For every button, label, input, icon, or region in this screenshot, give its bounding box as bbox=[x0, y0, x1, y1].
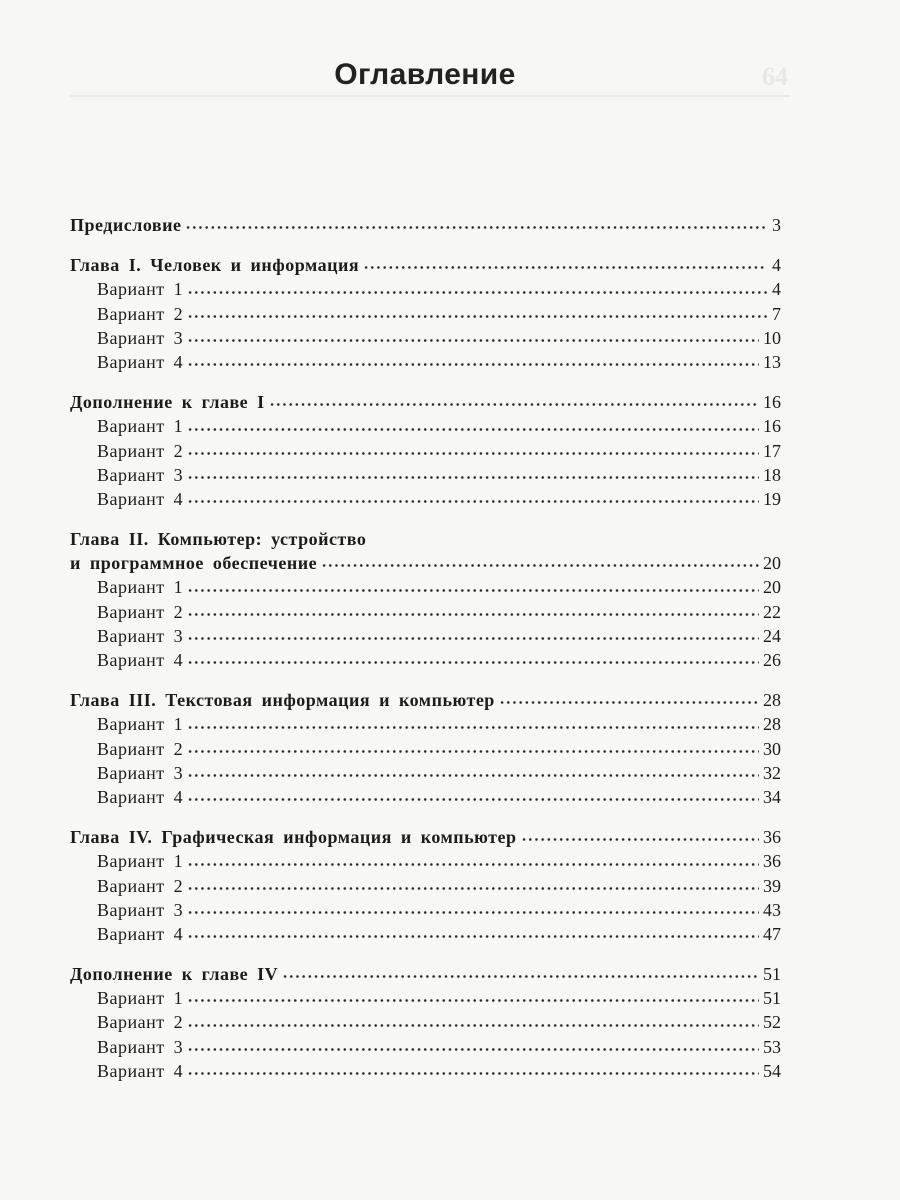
dot-leader bbox=[187, 997, 759, 1004]
toc-entry-variant[interactable] bbox=[70, 849, 781, 873]
toc-entry-variant[interactable] bbox=[70, 1059, 781, 1083]
toc-page-number: 36 bbox=[763, 827, 781, 848]
dot-leader bbox=[187, 772, 759, 779]
toc-entry-title: Дополнение к главе I bbox=[70, 392, 265, 413]
toc-entry-title: Глава II. Компьютер: устройство bbox=[70, 529, 367, 550]
toc-page-number: 34 bbox=[763, 786, 781, 807]
toc-page-number: 22 bbox=[763, 601, 781, 622]
toc-page-number: 51 bbox=[763, 988, 781, 1009]
dot-leader bbox=[521, 836, 760, 843]
dot-leader bbox=[363, 264, 767, 271]
toc-entry-title: Вариант 3 bbox=[97, 625, 184, 646]
toc-page-number: 16 bbox=[763, 392, 781, 413]
dot-leader bbox=[187, 885, 759, 892]
toc-page-number: 36 bbox=[763, 851, 781, 872]
toc-entry-variant[interactable] bbox=[70, 575, 781, 599]
dot-leader bbox=[187, 587, 759, 594]
dot-leader bbox=[187, 1046, 759, 1053]
toc-entry-title: Вариант 1 bbox=[97, 279, 184, 300]
toc-entry-chapter-2[interactable] bbox=[70, 527, 781, 551]
dot-leader bbox=[187, 361, 759, 368]
toc-entry-variant[interactable] bbox=[70, 600, 781, 624]
toc-entry-variant[interactable] bbox=[70, 302, 781, 326]
toc-entry-title: Вариант 3 bbox=[97, 762, 184, 783]
dot-leader bbox=[282, 973, 759, 980]
toc-entry-title: Вариант 4 bbox=[97, 1060, 184, 1081]
toc-entry-variant[interactable] bbox=[70, 439, 781, 463]
toc-entry-variant[interactable] bbox=[70, 1010, 781, 1034]
toc-entry-title: Вариант 1 bbox=[97, 577, 184, 598]
toc-page-number: 19 bbox=[763, 488, 781, 509]
toc-entry-variant[interactable] bbox=[70, 414, 781, 438]
dot-leader bbox=[187, 724, 759, 731]
toc-entry-preface[interactable] bbox=[70, 213, 781, 237]
toc-entry-title: Вариант 2 bbox=[97, 440, 184, 461]
toc-entry-title: Вариант 3 bbox=[97, 464, 184, 485]
toc-entry-title: Вариант 2 bbox=[97, 738, 184, 759]
dot-leader bbox=[187, 611, 759, 618]
toc-entry-title: Вариант 1 bbox=[97, 988, 184, 1009]
toc-entry-chapter-4[interactable] bbox=[70, 825, 781, 849]
dot-leader bbox=[187, 748, 759, 755]
toc-entry-title: Вариант 4 bbox=[97, 923, 184, 944]
toc-page-number: 47 bbox=[763, 923, 781, 944]
toc-entry-variant[interactable] bbox=[70, 350, 781, 374]
toc-page-number: 16 bbox=[763, 416, 781, 437]
dot-leader bbox=[187, 635, 759, 642]
toc-entry-variant[interactable] bbox=[70, 712, 781, 736]
toc-entry-variant[interactable] bbox=[70, 785, 781, 809]
toc-entry-variant[interactable] bbox=[70, 1035, 781, 1059]
toc-entry-title: Предисловие bbox=[70, 215, 182, 235]
toc-entry-variant[interactable] bbox=[70, 463, 781, 487]
dot-leader bbox=[187, 450, 759, 457]
toc-page-number: 51 bbox=[763, 964, 781, 985]
toc-entry-variant[interactable] bbox=[70, 761, 781, 785]
toc-entry-title: Дополнение к главе IV bbox=[70, 964, 279, 985]
toc-page-number: 53 bbox=[763, 1036, 781, 1057]
toc-entry-title: Глава I. Человек и информация bbox=[70, 255, 360, 276]
toc-page-number: 28 bbox=[763, 690, 781, 711]
toc-page-number: 20 bbox=[763, 553, 781, 574]
dot-leader bbox=[187, 498, 759, 505]
dot-leader bbox=[187, 1070, 759, 1077]
toc-entry-title: Вариант 2 bbox=[97, 1012, 184, 1033]
toc-entry-chapter-1[interactable] bbox=[70, 253, 781, 277]
toc-entry-variant[interactable] bbox=[70, 737, 781, 761]
toc-entry-title: Вариант 2 bbox=[97, 875, 184, 896]
dot-leader bbox=[187, 796, 759, 803]
toc-page-number: 43 bbox=[763, 899, 781, 920]
toc-entry-variant[interactable] bbox=[70, 922, 781, 946]
toc-entry-title: Вариант 1 bbox=[97, 851, 184, 872]
toc-entry-appendix-4[interactable] bbox=[70, 962, 781, 986]
dot-leader bbox=[321, 562, 759, 569]
dot-leader bbox=[187, 426, 759, 433]
toc-page-number: 13 bbox=[763, 351, 781, 372]
toc-page-number: 26 bbox=[763, 650, 781, 670]
dot-leader bbox=[185, 224, 767, 231]
dot-leader bbox=[187, 474, 759, 481]
toc-entry-variant[interactable] bbox=[70, 648, 781, 672]
dot-leader bbox=[187, 659, 759, 666]
toc-page-number: 10 bbox=[763, 327, 781, 348]
table-of-contents bbox=[70, 213, 781, 1083]
toc-entry-title: Вариант 3 bbox=[97, 899, 184, 920]
toc-entry-title: Вариант 2 bbox=[97, 303, 184, 324]
dot-leader bbox=[499, 699, 759, 706]
toc-entry-title: Вариант 1 bbox=[97, 714, 184, 735]
bleed-through-rule bbox=[70, 95, 790, 97]
toc-entry-title: Глава III. Текстовая информация и компьютер bbox=[70, 690, 495, 711]
toc-page-number: 3 bbox=[772, 215, 781, 235]
toc-entry-chapter-3[interactable] bbox=[70, 688, 781, 712]
toc-entry-variant[interactable] bbox=[70, 277, 781, 301]
toc-page-number: 7 bbox=[772, 303, 781, 324]
dot-leader bbox=[187, 337, 759, 344]
toc-page-number: 24 bbox=[763, 625, 781, 646]
dot-leader bbox=[187, 313, 767, 320]
dot-leader bbox=[187, 1022, 759, 1029]
toc-page-number: 20 bbox=[763, 577, 781, 598]
toc-page-number: 28 bbox=[763, 714, 781, 735]
dot-leader bbox=[187, 909, 759, 916]
toc-entry-title: Вариант 3 bbox=[97, 1036, 184, 1057]
toc-entry-title: Вариант 4 bbox=[97, 650, 184, 670]
toc-entry-chapter-2-continued[interactable] bbox=[70, 551, 781, 575]
toc-page-number: 30 bbox=[763, 738, 781, 759]
dot-leader bbox=[269, 401, 759, 408]
toc-page-number: 4 bbox=[772, 255, 781, 276]
toc-entry-title: и программное обеспечение bbox=[70, 553, 318, 574]
toc-page-number: 54 bbox=[763, 1060, 781, 1081]
toc-page-number: 52 bbox=[763, 1012, 781, 1033]
toc-page-number: 4 bbox=[772, 279, 781, 300]
toc-entry-title: Вариант 4 bbox=[97, 351, 184, 372]
toc-entry-appendix-1[interactable] bbox=[70, 390, 781, 414]
toc-entry-title: Вариант 1 bbox=[97, 416, 184, 437]
dot-leader bbox=[187, 861, 759, 868]
toc-entry-title: Глава IV. Графическая информация и компьютер bbox=[70, 827, 517, 848]
toc-entry-variant[interactable] bbox=[70, 487, 781, 511]
toc-page-number: 32 bbox=[763, 762, 781, 783]
toc-entry-variant[interactable] bbox=[70, 624, 781, 648]
toc-entry-variant[interactable] bbox=[70, 326, 781, 350]
dot-leader bbox=[187, 933, 759, 940]
page-title: Оглавление bbox=[334, 58, 516, 91]
toc-page-number: 39 bbox=[763, 875, 781, 896]
toc-entry-title: Вариант 2 bbox=[97, 601, 184, 622]
toc-page-number: 18 bbox=[763, 464, 781, 485]
toc-entry-variant[interactable] bbox=[70, 898, 781, 922]
toc-page-number: 17 bbox=[763, 440, 781, 461]
toc-entry-variant[interactable] bbox=[70, 874, 781, 898]
dot-leader bbox=[187, 289, 767, 296]
toc-entry-title: Вариант 4 bbox=[97, 488, 184, 509]
toc-entry-variant[interactable] bbox=[70, 986, 781, 1010]
toc-entry-title: Вариант 3 bbox=[97, 327, 184, 348]
toc-entry-title: Вариант 4 bbox=[97, 786, 184, 807]
bleed-through-mark: 64 bbox=[762, 62, 788, 91]
